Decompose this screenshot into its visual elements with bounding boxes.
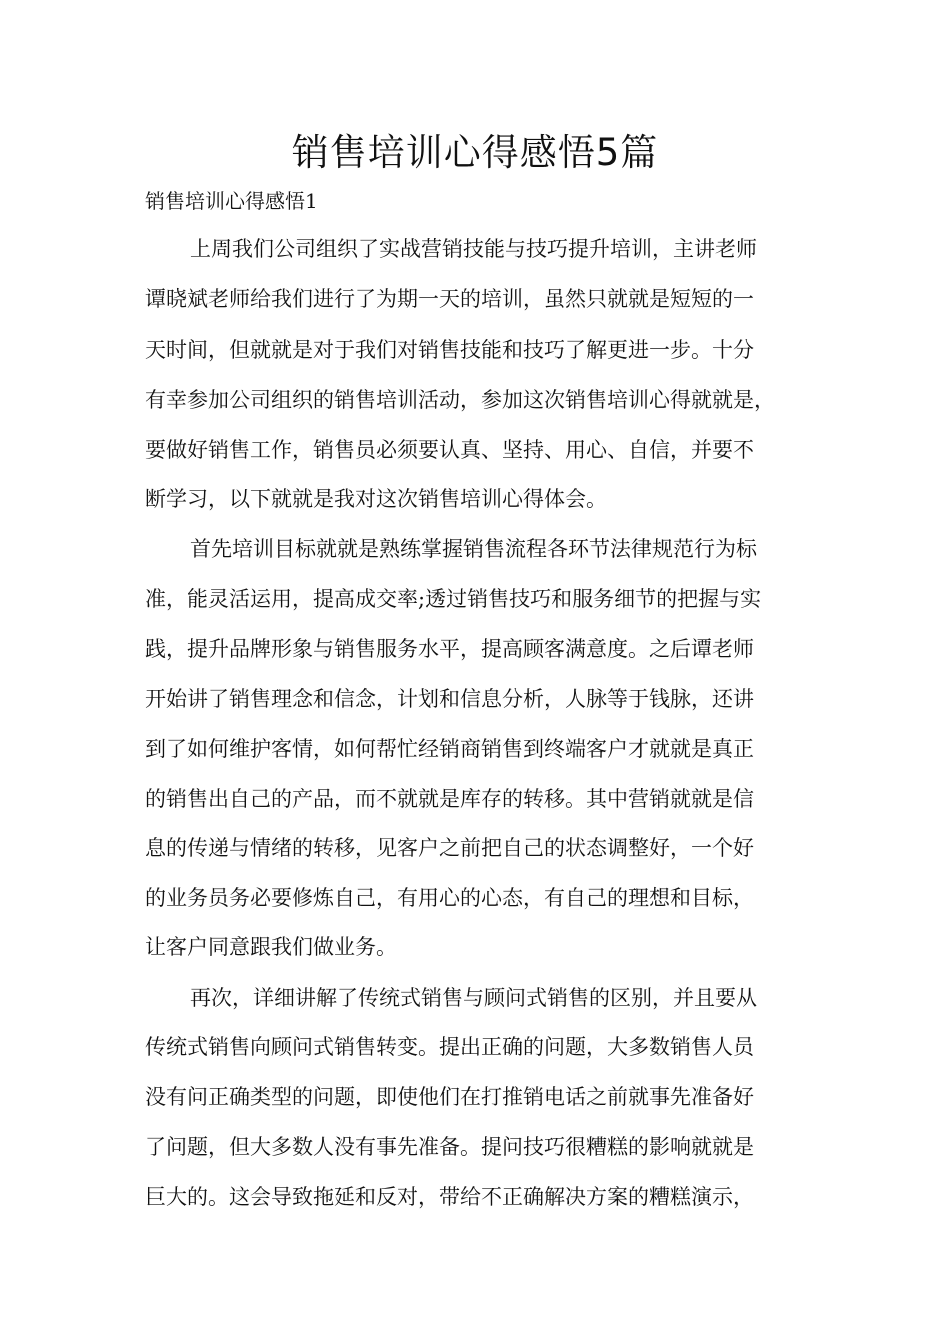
paragraph-2-line-7: 息的传递与情绪的转移，见客户之前把自己的状态调整好，一个好 bbox=[145, 836, 754, 860]
paragraph-3-line-2: 传统式销售向顾问式销售转变。提出正确的问题，大多数销售人员 bbox=[145, 1035, 754, 1059]
paragraph-2-line-8: 的业务员务必要修炼自己，有用心的心态，有自己的理想和目标， bbox=[145, 886, 754, 910]
paragraph-2-line-9: 让客户同意跟我们做业务。 bbox=[145, 935, 397, 959]
paragraph-1-line-6: 断学习，以下就就是我对这次销售培训心得体会。 bbox=[145, 487, 607, 511]
paragraph-3-line-3: 没有问正确类型的问题，即使他们在打推销电话之前就事先准备好 bbox=[145, 1085, 754, 1109]
paragraph-2-line-2: 准，能灵活运用，提高成交率;透过销售技巧和服务细节的把握与实 bbox=[145, 587, 762, 611]
paragraph-3-line-1: 再次，详细讲解了传统式销售与顾问式销售的区别，并且要从 bbox=[190, 986, 757, 1010]
paragraph-1-line-3: 天时间，但就就是对于我们对销售技能和技巧了解更进一步。十分 bbox=[145, 338, 754, 362]
paragraph-2-line-1: 首先培训目标就就是熟练掌握销售流程各环节法律规范行为标 bbox=[190, 537, 757, 561]
paragraph-1-line-4: 有幸参加公司组织的销售培训活动，参加这次销售培训心得就就是， bbox=[145, 388, 775, 412]
paragraph-1-line-5: 要做好销售工作，销售员必须要认真、坚持、用心、自信，并要不 bbox=[145, 438, 754, 462]
paragraph-2-line-6: 的销售出自己的产品，而不就就是库存的转移。其中营销就就是信 bbox=[145, 787, 754, 811]
paragraph-3-line-5: 巨大的。这会导致拖延和反对，带给不正确解决方案的糟糕演示， bbox=[145, 1185, 754, 1209]
document-title: 销售培训心得感悟5篇 bbox=[291, 131, 659, 174]
section-heading: 销售培训心得感悟1 bbox=[145, 189, 318, 213]
paragraph-2-line-3: 践，提升品牌形象与销售服务水平，提高顾客满意度。之后谭老师 bbox=[145, 637, 754, 661]
paragraph-1-line-1: 上周我们公司组织了实战营销技能与技巧提升培训，主讲老师 bbox=[190, 237, 757, 261]
paragraph-2-line-5: 到了如何维护客情，如何帮忙经销商销售到终端客户才就就是真正 bbox=[145, 737, 754, 761]
paragraph-1-line-2: 谭晓斌老师给我们进行了为期一天的培训，虽然只就就是短短的一 bbox=[145, 287, 754, 311]
paragraph-2-line-4: 开始讲了销售理念和信念，计划和信息分析，人脉等于钱脉，还讲 bbox=[145, 687, 754, 711]
paragraph-3-line-4: 了问题，但大多数人没有事先准备。提问技巧很糟糕的影响就就是 bbox=[145, 1135, 754, 1159]
